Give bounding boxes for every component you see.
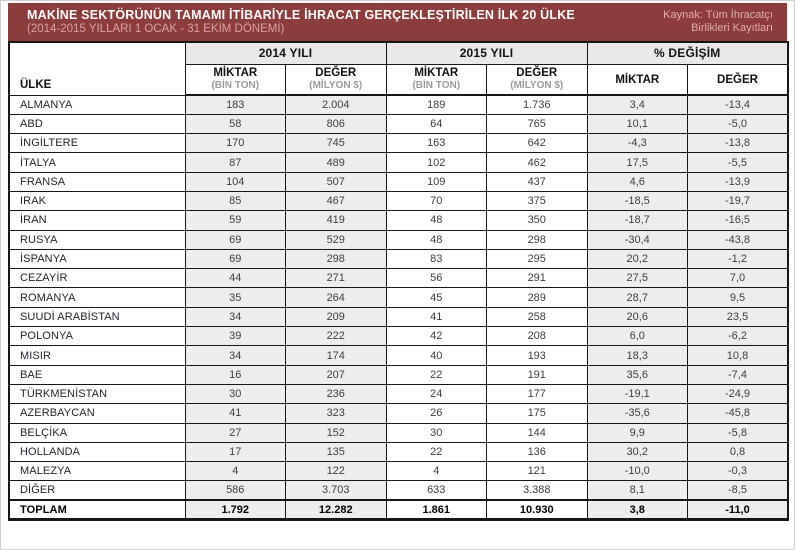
table-row — [9, 269, 788, 288]
col-header-label: MİKTAR — [414, 67, 459, 80]
value-d2014: 152 — [286, 423, 387, 442]
value-m2014: 85 — [185, 191, 286, 210]
value-m2015: 42 — [386, 327, 487, 346]
value-d2015: 289 — [487, 288, 588, 307]
value-mpct: -4,3 — [587, 134, 688, 153]
col-header-deger-pct — [688, 64, 789, 95]
table-row — [9, 95, 788, 114]
value-d2014: 264 — [286, 288, 387, 307]
value-mpct: 3,4 — [587, 95, 688, 114]
value-m2015: 64 — [386, 114, 487, 133]
value-dpct: -1,2 — [688, 249, 789, 268]
col-header-unit: (BİN TON) — [211, 80, 260, 92]
value-m2014: 30 — [185, 384, 286, 403]
value-mpct: -30,4 — [587, 230, 688, 249]
table-row — [9, 423, 788, 442]
source-line-1: Kaynak: Tüm İhracatçı — [663, 9, 773, 21]
value-d2014: 467 — [286, 191, 387, 210]
table-row — [9, 172, 788, 191]
value-d2015: 462 — [487, 153, 588, 172]
table-row — [9, 114, 788, 133]
country-cell: AZERBAYCAN — [9, 404, 185, 423]
country-cell: HOLLANDA — [9, 442, 185, 461]
value-mpct: -18,7 — [587, 211, 688, 230]
country-cell: TÜRKMENİSTAN — [9, 384, 185, 403]
value-d2014: 419 — [286, 211, 387, 230]
value-m2015: 24 — [386, 384, 487, 403]
value-d2015: 1.736 — [487, 95, 588, 114]
value-mpct: 17,5 — [587, 153, 688, 172]
col-header-label: DEĞER — [516, 67, 558, 80]
value-dpct: -45,8 — [688, 404, 789, 423]
page-subtitle: (2014-2015 YILLARI 1 OCAK - 31 EKİM DÖNEMİ) — [27, 23, 285, 35]
table-row — [9, 384, 788, 403]
group-header-pct: % DEĞİŞİM — [587, 42, 788, 64]
value-m2014: 27 — [185, 423, 286, 442]
value-m2015: 22 — [386, 442, 487, 461]
value-m2014: 44 — [185, 269, 286, 288]
country-cell: MALEZYA — [9, 462, 185, 481]
value-m2014: 59 — [185, 211, 286, 230]
value-d2014: 207 — [286, 365, 387, 384]
value-d2015: 191 — [487, 365, 588, 384]
value-m2015: 109 — [386, 172, 487, 191]
export-table — [8, 41, 789, 521]
source-line-2: Birlikleri Kayıtları — [691, 22, 773, 34]
value-m2014: 34 — [185, 346, 286, 365]
country-cell: IRAK — [9, 191, 185, 210]
value-d2015: 10.930 — [487, 500, 588, 519]
value-m2014: 69 — [185, 230, 286, 249]
value-m2014: 35 — [185, 288, 286, 307]
col-header-miktar-2014 — [185, 64, 286, 95]
country-cell: SUUDİ ARABİSTAN — [9, 307, 185, 326]
value-m2015: 45 — [386, 288, 487, 307]
value-d2015: 121 — [487, 462, 588, 481]
value-mpct: 6,0 — [587, 327, 688, 346]
value-dpct: -11,0 — [688, 500, 789, 519]
value-d2015: 208 — [487, 327, 588, 346]
country-cell: İTALYA — [9, 153, 185, 172]
col-header-unit: (MİLYON $) — [510, 80, 564, 92]
value-d2014: 323 — [286, 404, 387, 423]
table-body — [9, 95, 788, 520]
value-dpct: -5,0 — [688, 114, 789, 133]
value-d2014: 2.004 — [286, 95, 387, 114]
country-cell: ROMANYA — [9, 288, 185, 307]
value-d2015: 144 — [487, 423, 588, 442]
value-d2014: 745 — [286, 134, 387, 153]
value-dpct: 23,5 — [688, 307, 789, 326]
value-d2015: 375 — [487, 191, 588, 210]
country-cell: FRANSA — [9, 172, 185, 191]
table-row — [9, 249, 788, 268]
table-row — [9, 307, 788, 326]
value-m2014: 586 — [185, 481, 286, 500]
value-d2014: 174 — [286, 346, 387, 365]
value-m2015: 83 — [386, 249, 487, 268]
value-mpct: 28,7 — [587, 288, 688, 307]
col-header-label: DEĞER — [717, 73, 758, 86]
value-dpct: -5,8 — [688, 423, 789, 442]
value-dpct: 10,8 — [688, 346, 789, 365]
country-cell: İNGİLTERE — [9, 134, 185, 153]
value-d2014: 529 — [286, 230, 387, 249]
table-row — [9, 191, 788, 210]
value-d2015: 437 — [487, 172, 588, 191]
value-m2015: 163 — [386, 134, 487, 153]
country-cell: İSPANYA — [9, 249, 185, 268]
page-title: MAKİNE SEKTÖRÜNÜN TAMAMI İTİBARİYLE İHRACAT GERÇEKLEŞTİRİLEN İLK 20 ÜLKE — [27, 8, 575, 22]
value-m2015: 48 — [386, 211, 487, 230]
value-m2014: 4 — [185, 462, 286, 481]
value-dpct: -13,9 — [688, 172, 789, 191]
value-mpct: 27,5 — [587, 269, 688, 288]
value-d2014: 806 — [286, 114, 387, 133]
value-d2015: 175 — [487, 404, 588, 423]
value-d2014: 222 — [286, 327, 387, 346]
value-m2014: 58 — [185, 114, 286, 133]
value-m2015: 4 — [386, 462, 487, 481]
table-row — [9, 288, 788, 307]
country-cell: TOPLAM — [9, 500, 185, 519]
value-d2015: 295 — [487, 249, 588, 268]
value-mpct: 10,1 — [587, 114, 688, 133]
value-d2015: 258 — [487, 307, 588, 326]
value-dpct: -0,3 — [688, 462, 789, 481]
country-cell: POLONYA — [9, 327, 185, 346]
value-d2015: 298 — [487, 230, 588, 249]
value-m2015: 56 — [386, 269, 487, 288]
value-d2014: 135 — [286, 442, 387, 461]
value-m2015: 1.861 — [386, 500, 487, 519]
value-m2015: 633 — [386, 481, 487, 500]
value-mpct: -18,5 — [587, 191, 688, 210]
table-row — [9, 462, 788, 481]
value-dpct: -16,5 — [688, 211, 789, 230]
value-m2014: 170 — [185, 134, 286, 153]
value-dpct: -13,8 — [688, 134, 789, 153]
value-dpct: 9,5 — [688, 288, 789, 307]
col-header-country: ÜLKE — [9, 42, 185, 95]
col-header-label: MİKTAR — [615, 73, 660, 86]
value-m2014: 16 — [185, 365, 286, 384]
col-header-label: DEĞER — [315, 67, 357, 80]
group-header-2014: 2014 YILI — [185, 42, 386, 64]
table-row — [9, 134, 788, 153]
value-m2014: 17 — [185, 442, 286, 461]
country-cell: ABD — [9, 114, 185, 133]
table-row — [9, 153, 788, 172]
value-mpct: 9,9 — [587, 423, 688, 442]
value-d2015: 3.388 — [487, 481, 588, 500]
col-header-deger-2015 — [487, 64, 588, 95]
value-m2014: 87 — [185, 153, 286, 172]
value-m2015: 70 — [386, 191, 487, 210]
value-dpct: -5,5 — [688, 153, 789, 172]
value-m2015: 189 — [386, 95, 487, 114]
value-dpct: -24,9 — [688, 384, 789, 403]
group-header-row — [9, 42, 788, 64]
value-d2014: 489 — [286, 153, 387, 172]
banner-left — [27, 8, 575, 36]
value-dpct: -19,7 — [688, 191, 789, 210]
table-row — [9, 230, 788, 249]
table-row — [9, 365, 788, 384]
value-m2014: 41 — [185, 404, 286, 423]
value-d2015: 136 — [487, 442, 588, 461]
value-mpct: 20,6 — [587, 307, 688, 326]
value-mpct: 35,6 — [587, 365, 688, 384]
col-header-miktar-2015 — [386, 64, 487, 95]
value-m2015: 40 — [386, 346, 487, 365]
col-header-miktar-pct — [587, 64, 688, 95]
title-banner — [8, 3, 787, 41]
value-mpct: 20,2 — [587, 249, 688, 268]
value-d2014: 3.703 — [286, 481, 387, 500]
value-d2015: 177 — [487, 384, 588, 403]
country-cell: DİĞER — [9, 481, 185, 500]
value-d2014: 12.282 — [286, 500, 387, 519]
value-m2015: 41 — [386, 307, 487, 326]
value-m2015: 26 — [386, 404, 487, 423]
value-d2014: 298 — [286, 249, 387, 268]
value-dpct: -8,5 — [688, 481, 789, 500]
country-cell: İRAN — [9, 211, 185, 230]
country-cell: BELÇİKA — [9, 423, 185, 442]
country-cell: RUSYA — [9, 230, 185, 249]
value-m2014: 104 — [185, 172, 286, 191]
col-header-deger-2014 — [286, 64, 387, 95]
value-m2014: 39 — [185, 327, 286, 346]
value-mpct: 8,1 — [587, 481, 688, 500]
value-dpct: -6,2 — [688, 327, 789, 346]
table-row — [9, 346, 788, 365]
value-m2014: 1.792 — [185, 500, 286, 519]
value-d2014: 122 — [286, 462, 387, 481]
country-cell: CEZAYİR — [9, 269, 185, 288]
value-mpct: 30,2 — [587, 442, 688, 461]
value-m2015: 22 — [386, 365, 487, 384]
value-d2015: 642 — [487, 134, 588, 153]
col-header-unit: (BİN TON) — [412, 80, 461, 92]
source-note — [663, 9, 773, 35]
value-m2015: 48 — [386, 230, 487, 249]
country-cell: ALMANYA — [9, 95, 185, 114]
country-cell: MISIR — [9, 346, 185, 365]
table-row — [9, 442, 788, 461]
value-d2014: 209 — [286, 307, 387, 326]
value-mpct: -10,0 — [587, 462, 688, 481]
value-d2015: 765 — [487, 114, 588, 133]
value-dpct: -13,4 — [688, 95, 789, 114]
value-m2015: 30 — [386, 423, 487, 442]
value-d2015: 291 — [487, 269, 588, 288]
value-mpct: 4,6 — [587, 172, 688, 191]
table-row — [9, 211, 788, 230]
value-dpct: -7,4 — [688, 365, 789, 384]
col-header-unit: (MİLYON $) — [309, 80, 363, 92]
value-mpct: -35,6 — [587, 404, 688, 423]
value-m2014: 183 — [185, 95, 286, 114]
table-row — [9, 404, 788, 423]
group-header-2015: 2015 YILI — [386, 42, 587, 64]
value-dpct: -43,8 — [688, 230, 789, 249]
col-header-label: MİKTAR — [213, 67, 258, 80]
value-d2014: 236 — [286, 384, 387, 403]
value-d2015: 350 — [487, 211, 588, 230]
value-d2015: 193 — [487, 346, 588, 365]
value-dpct: 7,0 — [688, 269, 789, 288]
table-row — [9, 481, 788, 500]
value-mpct: -19,1 — [587, 384, 688, 403]
value-m2015: 102 — [386, 153, 487, 172]
value-m2014: 69 — [185, 249, 286, 268]
value-d2014: 271 — [286, 269, 387, 288]
value-mpct: 3,8 — [587, 500, 688, 519]
value-mpct: 18,3 — [587, 346, 688, 365]
value-d2014: 507 — [286, 172, 387, 191]
value-dpct: 0,8 — [688, 442, 789, 461]
total-row — [9, 500, 788, 519]
country-cell: BAE — [9, 365, 185, 384]
value-m2014: 34 — [185, 307, 286, 326]
table-row — [9, 327, 788, 346]
